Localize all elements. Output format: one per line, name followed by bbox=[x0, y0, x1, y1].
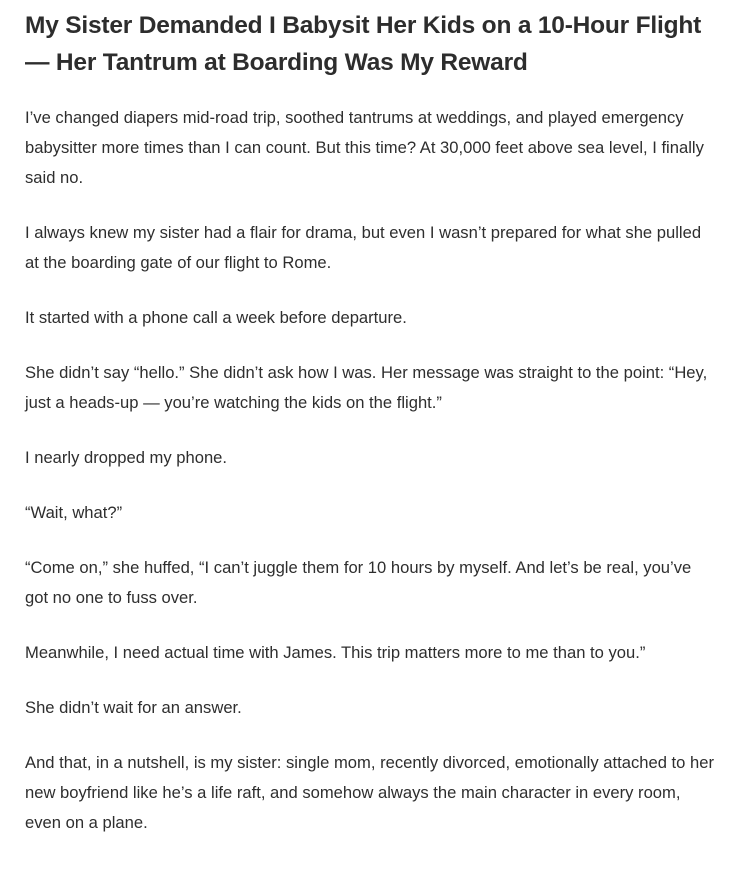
article-body bbox=[25, 103, 715, 838]
paragraph: And that, in a nutshell, is my sister: single mom, recently divorced, emotionally attached to her new boyfriend like he’s a life raft, and somehow always the main character in every room, even on a plane. bbox=[25, 753, 714, 832]
paragraph: “Wait, what?” bbox=[25, 503, 123, 522]
paragraph: She didn’t say “hello.” She didn’t ask how I was. Her message was straight to the point: “Hey, just a heads-up — you’re watching the kids on the flight.” bbox=[25, 363, 708, 412]
paragraph: I always knew my sister had a flair for drama, but even I wasn’t prepared for what she pulled at the boarding gate of our flight to Rome. bbox=[25, 223, 702, 272]
article bbox=[25, 0, 715, 863]
paragraph: I nearly dropped my phone. bbox=[25, 448, 228, 467]
paragraph: I’ve changed diapers mid-road trip, soothed tantrums at weddings, and played emergency babysitter more times than I can count. But this time? At 30,000 feet above sea level, I finally said no. bbox=[25, 108, 704, 187]
paragraph: She didn’t wait for an answer. bbox=[25, 698, 242, 717]
paragraph: Meanwhile, I need actual time with James. This trip matters more to me than to you.” bbox=[25, 643, 646, 662]
paragraph: “Come on,” she huffed, “I can’t juggle them for 10 hours by myself. And let’s be real, you’ve got no one to fuss over. bbox=[25, 558, 692, 607]
paragraph: It started with a phone call a week before departure. bbox=[25, 308, 407, 327]
article-title: My Sister Demanded I Babysit Her Kids on a 10-Hour Flight — Her Tantrum at Boarding Was My Reward bbox=[25, 12, 702, 76]
